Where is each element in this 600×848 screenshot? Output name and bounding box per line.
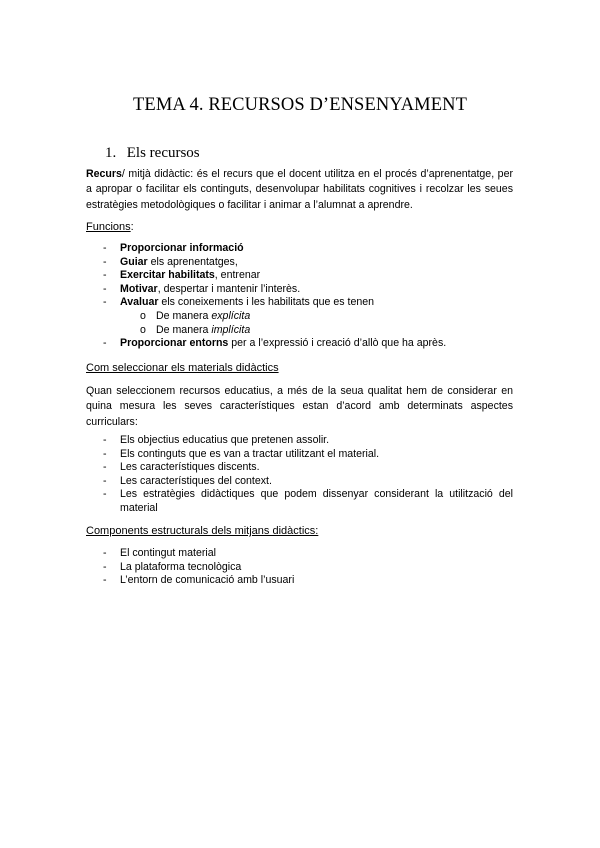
section-heading <box>105 145 200 162</box>
item-text: , despertar i mantenir l’interès. <box>157 282 301 295</box>
sub-item-italic: implícita <box>211 323 251 336</box>
item-text: Els objectius educatius que pretenen assolir. <box>120 434 330 446</box>
item-text: els coneixements i les habilitats que es tenen <box>158 296 375 309</box>
dash-bullet: - <box>103 488 107 501</box>
dash-bullet: - <box>103 547 107 559</box>
list-item <box>86 461 513 475</box>
dash-bullet: - <box>103 337 107 350</box>
item-text: Els continguts que es van a tractar utilitzant el material. <box>120 447 380 460</box>
funcions-heading-text: Funcions <box>86 221 131 233</box>
circle-bullet: o <box>140 309 146 322</box>
item-bold: Proporcionar informació <box>120 242 244 254</box>
list-item <box>86 561 513 575</box>
seleccionar-list <box>86 434 513 516</box>
item-text: Les característiques del context. <box>120 474 272 487</box>
sub-list-item <box>86 310 513 324</box>
list-item <box>86 283 513 297</box>
funcions-heading <box>86 220 134 235</box>
dash-bullet: - <box>103 255 107 268</box>
dash-bullet: - <box>103 574 107 587</box>
components-list <box>86 547 513 588</box>
list-item <box>86 296 513 310</box>
item-bold: Proporcionar entorns <box>120 337 229 350</box>
item-text: El contingut material <box>120 547 216 559</box>
item-text: els aprenentatges, <box>147 255 238 268</box>
list-item <box>86 434 513 448</box>
components-heading: Components estructurals dels mitjans didàctics: <box>86 525 319 537</box>
list-item <box>86 242 513 256</box>
dash-bullet: - <box>103 282 107 295</box>
item-text: Les característiques discents. <box>120 461 260 474</box>
dash-bullet: - <box>103 560 107 573</box>
funcions-list <box>86 242 513 351</box>
dash-bullet: - <box>103 461 107 474</box>
sub-item-text: De manera <box>156 309 212 322</box>
seleccionar-heading: Com seleccionar els materials didàctics <box>86 362 279 374</box>
item-text: per a l’expressió i creació d’allò que ha après. <box>228 337 447 350</box>
section-title: Els recursos <box>126 145 200 161</box>
item-text: , entrenar <box>214 269 261 282</box>
list-item <box>86 337 513 351</box>
definition-text: / mitjà didàctic: és el recurs que el docent utilitza en el procés d’aprenentatge, per a apropar o facilitar els continguts, desenvolupar habilitats cognitives i recolzar les seues estratègies metodològiques o facilitar i animar a l’alumnat a aprendre. <box>86 168 513 211</box>
item-bold: Avaluar <box>120 296 159 309</box>
item-bold: Exercitar habilitats <box>120 269 215 282</box>
sub-item-text: De manera <box>156 323 212 336</box>
list-item <box>86 448 513 462</box>
list-item <box>86 475 513 489</box>
sub-item-italic: explícita <box>211 309 251 322</box>
list-item <box>86 256 513 270</box>
dash-bullet: - <box>103 242 107 254</box>
item-text: La plataforma tecnològica <box>120 560 242 573</box>
item-bold: Guiar <box>120 255 148 268</box>
definition-paragraph <box>86 167 513 213</box>
sub-list-item <box>86 324 513 338</box>
dash-bullet: - <box>103 447 107 460</box>
section-number: 1. <box>105 145 117 161</box>
dash-bullet: - <box>103 269 107 282</box>
list-item <box>86 574 513 588</box>
item-text: Les estratègies didàctiques que podem dissenyar considerant la utilització del material <box>120 488 513 514</box>
seleccionar-intro: Quan seleccionem recursos educatius, a més de la seua qualitat hem de considerar en quina mesura les seves característiques estan d’acord amb determinats aspectes curriculars: <box>86 385 513 428</box>
item-text: L’entorn de comunicació amb l’usuari <box>120 574 295 587</box>
definition-term: Recurs <box>86 168 122 180</box>
document-title: TEMA 4. RECURSOS D’ENSENYAMENT <box>133 95 467 115</box>
dash-bullet: - <box>103 474 107 487</box>
dash-bullet: - <box>103 434 107 446</box>
list-item <box>86 488 513 515</box>
dash-bullet: - <box>103 296 107 309</box>
circle-bullet: o <box>140 323 146 336</box>
item-bold: Motivar <box>120 282 158 295</box>
funcions-heading-colon: : <box>130 221 134 233</box>
list-item <box>86 547 513 561</box>
list-item <box>86 269 513 283</box>
